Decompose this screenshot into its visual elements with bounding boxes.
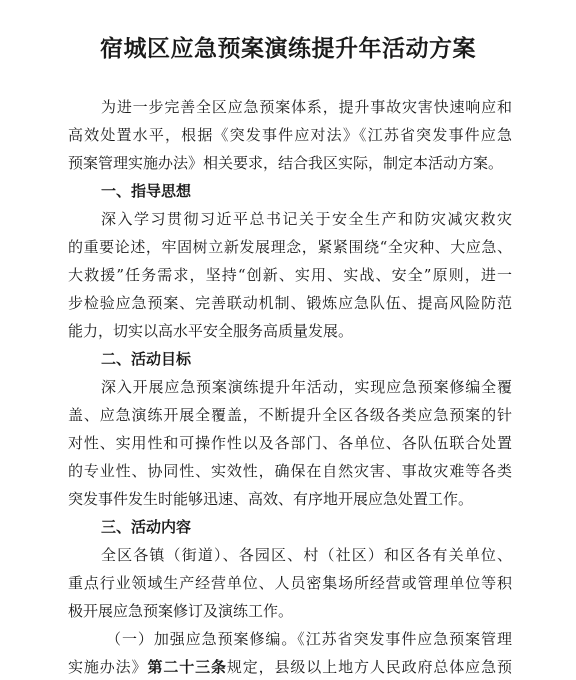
paragraph-line: 的专业性、协同性、实效性，确保在自然灾害、事故灾难等各类 (68, 462, 512, 480)
intro-line: 高效处置水平，根据《突发事件应对法》《江苏省突发事件应急 (68, 126, 512, 144)
paragraph-line: 步检验应急预案、完善联动机制、锻炼应急队伍、提高风险防范 (68, 294, 512, 312)
section-heading: 三、活动内容 (101, 518, 192, 536)
intro-line: 预案管理实施办法》相关要求，结合我区实际，制定本活动方案。 (68, 154, 504, 172)
paragraph-line: 大救援”任务需求，坚持“创新、实用、实战、安全”原则，进一 (68, 266, 512, 284)
paragraph-line: 全区各镇（街道）、各园区、村（社区）和区各有关单位、 (101, 546, 512, 564)
paragraph-line: 深入学习贯彻习近平总书记关于安全生产和防灾减灾救灾 (101, 210, 512, 228)
page-title: 宿城区应急预案演练提升年活动方案 (100, 35, 476, 62)
article-reference: 第二十三条 (147, 658, 227, 676)
paragraph-line: 重点行业领域生产经营单位、人员密集场所经营或管理单位等积 (68, 574, 512, 592)
section-heading: 二、活动目标 (101, 350, 192, 368)
paragraph-line: 突发事件发生时能够迅速、高效、有序地开展应急处置工作。 (68, 490, 474, 508)
paragraph-line: 深入开展应急预案演练提升年活动，实现应急预案修编全覆 (101, 378, 512, 396)
intro-line: 为进一步完善全区应急预案体系，提升事故灾害快速响应和 (101, 98, 512, 116)
paragraph-line: 能力，切实以高水平安全服务高质量发展。 (68, 322, 354, 340)
subsection-line: （一）加强应急预案修编。《江苏省突发事件应急预案管理 (106, 630, 512, 648)
paragraph-line: 盖、应急演练开展全覆盖，不断提升全区各级各类应急预案的针 (68, 406, 512, 424)
paragraph-line: 对性、实用性和可操作性以及各部门、各单位、各队伍联合处置 (68, 434, 512, 452)
subsection-text: 规定，县级以上地方人民政府总体应急预 (226, 658, 512, 676)
paragraph-line: 的重要论述，牢固树立新发展理念，紧紧围绕“全灾种、大应急、 (68, 238, 512, 256)
paragraph-line: 极开展应急预案修订及演练工作。 (68, 602, 294, 620)
section-heading: 一、指导思想 (101, 182, 192, 200)
subsection-text: 实施办法》 (68, 658, 148, 676)
subsection-line (68, 653, 512, 680)
